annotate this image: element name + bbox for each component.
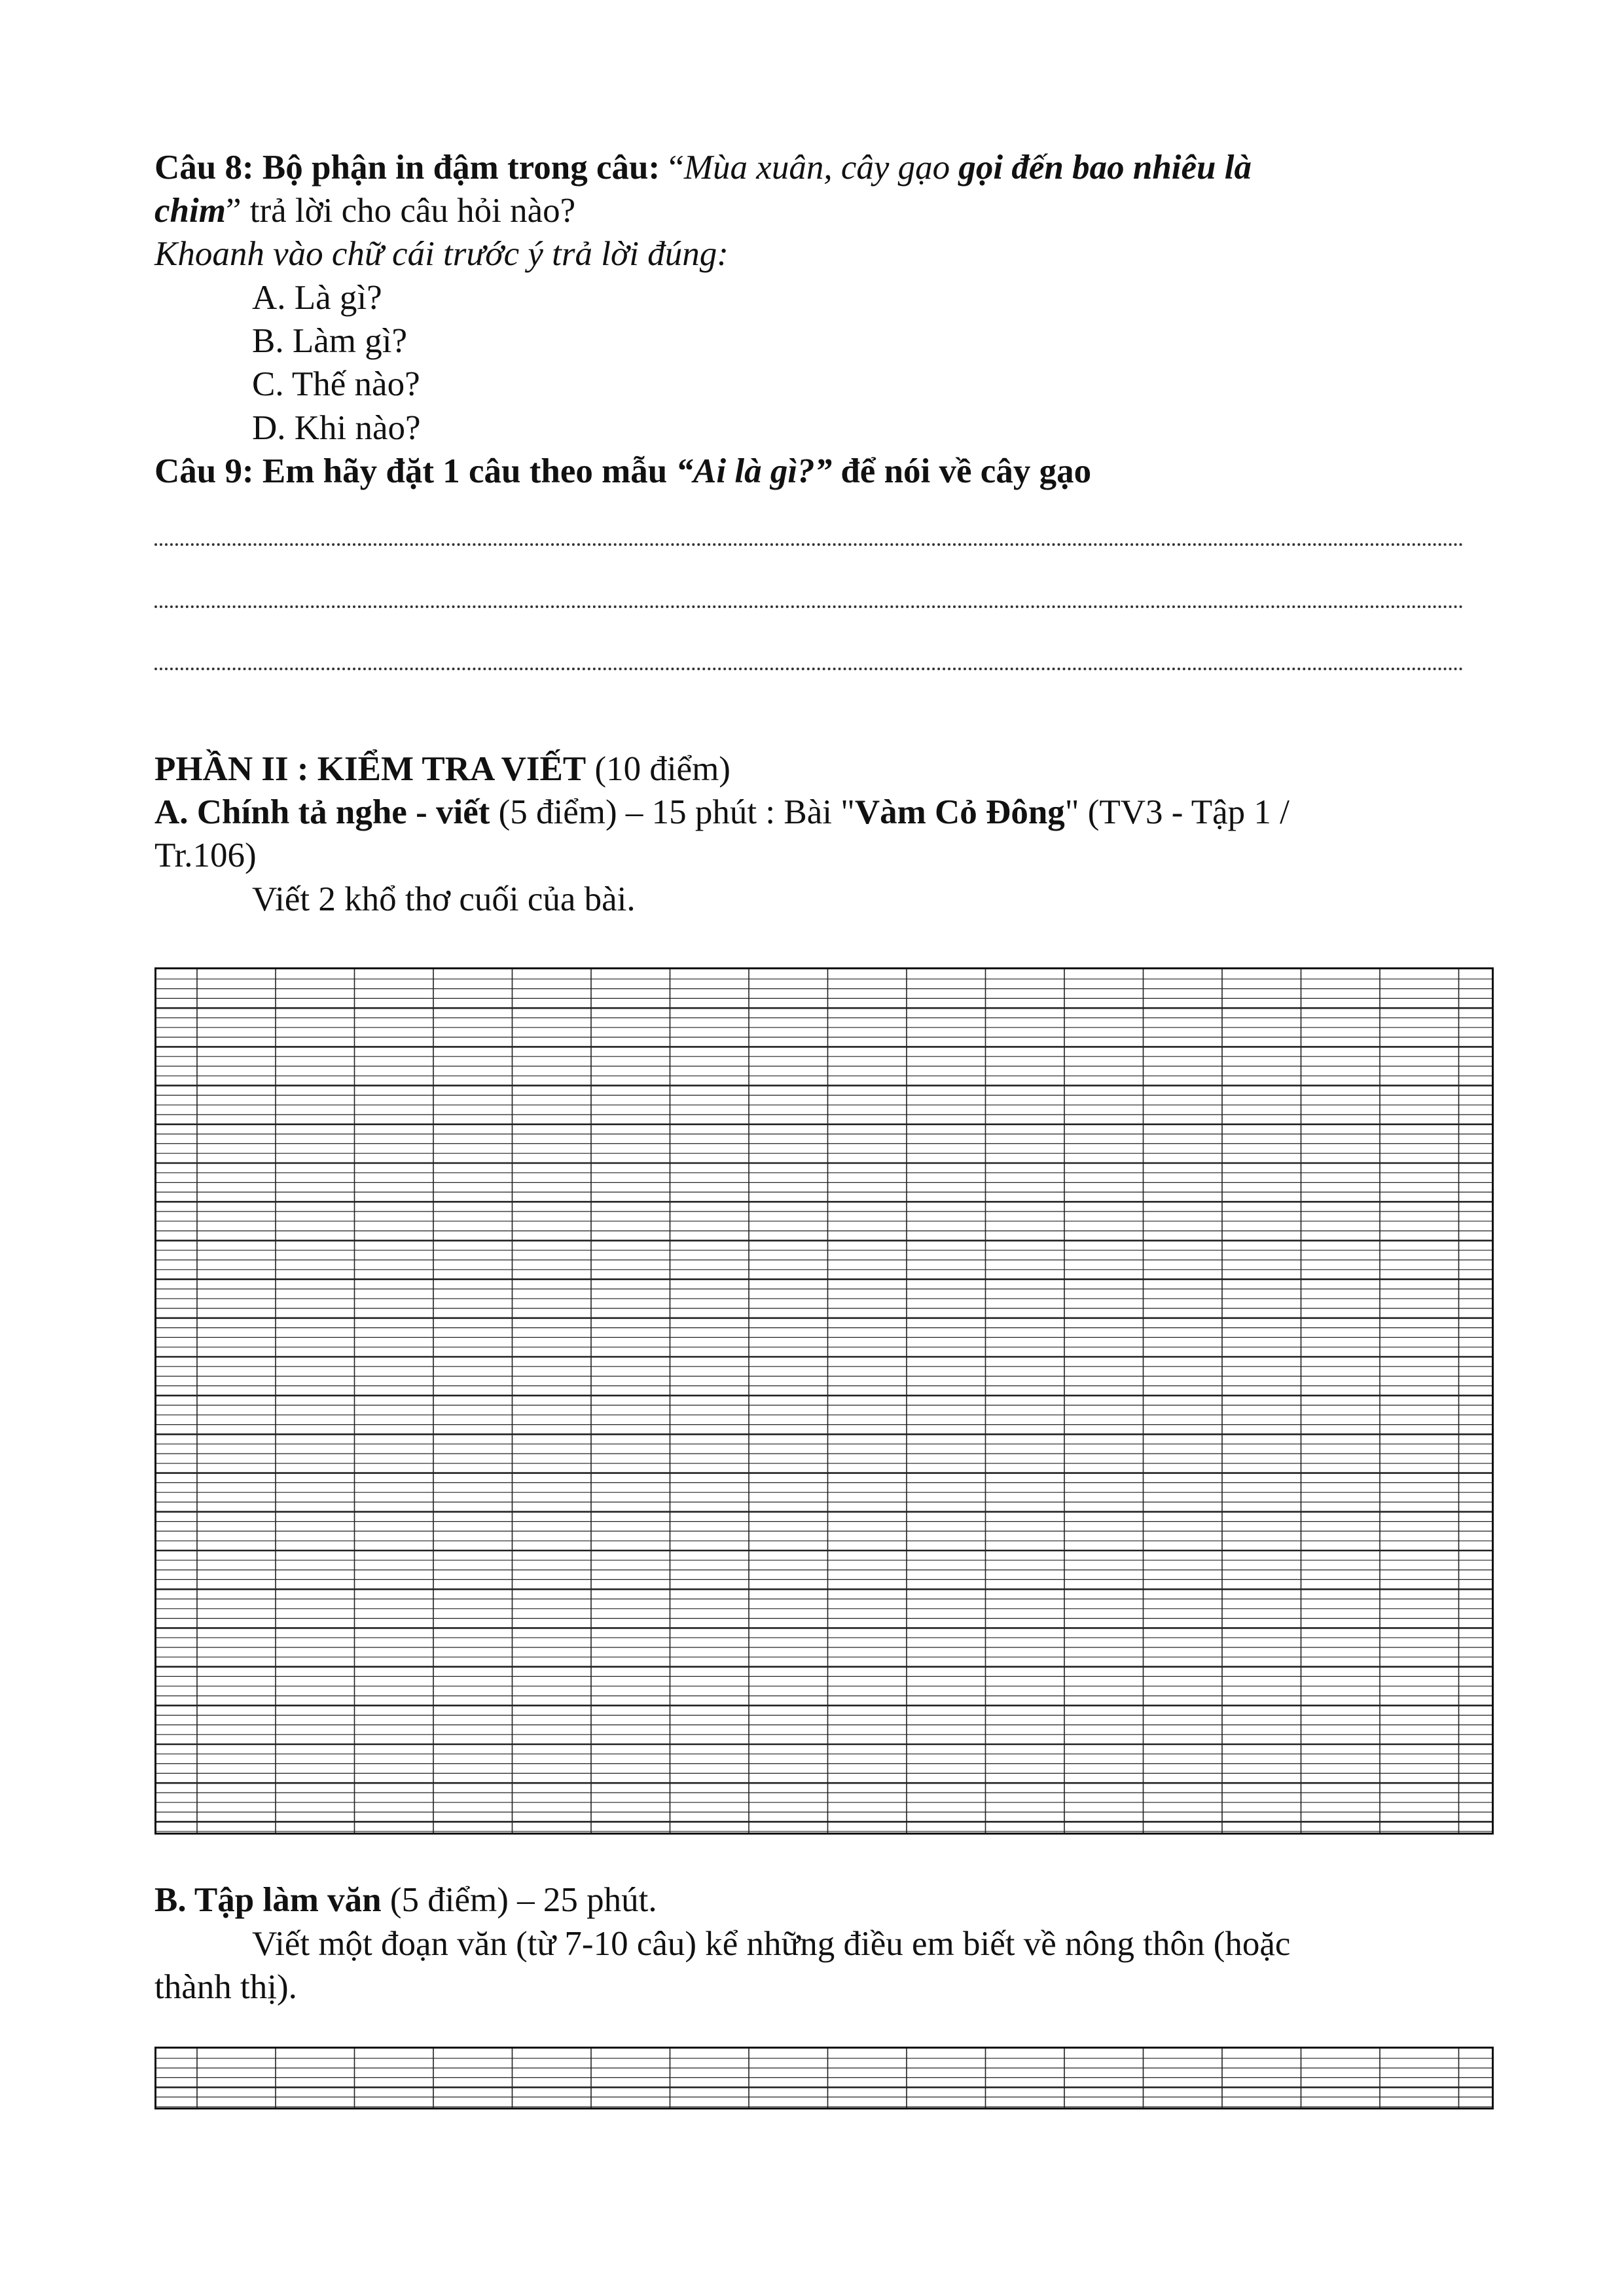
answer-dotted-line-1[interactable] — [154, 524, 1464, 546]
section-a-title-rest-2: " (TV3 - Tập 1 / — [1064, 793, 1290, 831]
section-b-instruction-line-1: Viết một đoạn văn (từ 7-10 câu) kể những điều em biết về nông thôn (hoặc — [252, 1925, 1291, 1963]
question-8-stem: Bộ phận in đậm trong câu: — [262, 149, 660, 187]
handwriting-grid-a[interactable] — [154, 967, 1494, 1835]
question-9-pattern: “Ai là gì?” — [676, 452, 833, 490]
answer-dotted-line-2[interactable] — [154, 586, 1464, 608]
section-b-title-line — [154, 1878, 1493, 1922]
question-9-line — [154, 450, 1493, 493]
option-a[interactable]: A. Là gì? — [252, 279, 382, 317]
quote-close: ” — [225, 192, 242, 230]
section-b-title-rest: (5 điểm) – 25 phút. — [381, 1881, 657, 1919]
part-2-title: PHẦN II : KIỂM TRA VIẾT — [154, 750, 586, 788]
handwriting-grid-b[interactable] — [154, 2047, 1494, 2109]
section-a-title-line-2: Tr.106) — [154, 836, 257, 874]
handwriting-grid-b-lines — [156, 2049, 1492, 2108]
section-a-lesson: Vàm Cỏ Đông — [854, 793, 1065, 831]
handwriting-grid-a-lines — [156, 969, 1492, 1833]
section-a-title-rest-1: (5 điểm) – 15 phút : Bài " — [490, 793, 855, 831]
section-a-instruction: Viết 2 khổ thơ cuối của bài. — [252, 880, 636, 918]
part-2-points: (10 điểm) — [586, 750, 731, 788]
quote-bold-part-2: chim — [154, 192, 226, 230]
section-a-title: A. Chính tả nghe - viết — [154, 793, 490, 831]
question-8-instruction: Khoanh vào chữ cái trước ý trả lời đúng: — [154, 235, 729, 273]
question-8-line-2 — [154, 189, 1493, 232]
section-b-instruction-line-2: thành thị). — [154, 1968, 297, 2006]
question-9-text: Em hãy đặt 1 câu theo mẫu — [262, 452, 668, 490]
quote-open: “ — [668, 149, 684, 187]
question-8-line-1 — [154, 146, 1493, 189]
question-8-label: Câu 8: — [154, 149, 254, 187]
option-b[interactable]: B. Làm gì? — [252, 322, 407, 360]
quote-bold-part-1: gọi đến bao nhiêu là — [958, 149, 1252, 187]
option-c[interactable]: C. Thế nào? — [252, 365, 420, 403]
question-9-tail: để nói về cây gạo — [840, 452, 1092, 490]
option-d[interactable]: D. Khi nào? — [252, 409, 421, 447]
quote-italic-part: Mùa xuân, cây gạo — [683, 149, 950, 187]
section-a-title-line-1 — [154, 791, 1493, 834]
section-b-title: B. Tập làm văn — [154, 1881, 382, 1919]
question-9-label: Câu 9: — [154, 452, 254, 490]
answer-dotted-line-3[interactable] — [154, 648, 1464, 670]
question-8-tail: trả lời cho câu hỏi nào? — [241, 192, 576, 230]
part-2-heading — [154, 747, 1493, 791]
